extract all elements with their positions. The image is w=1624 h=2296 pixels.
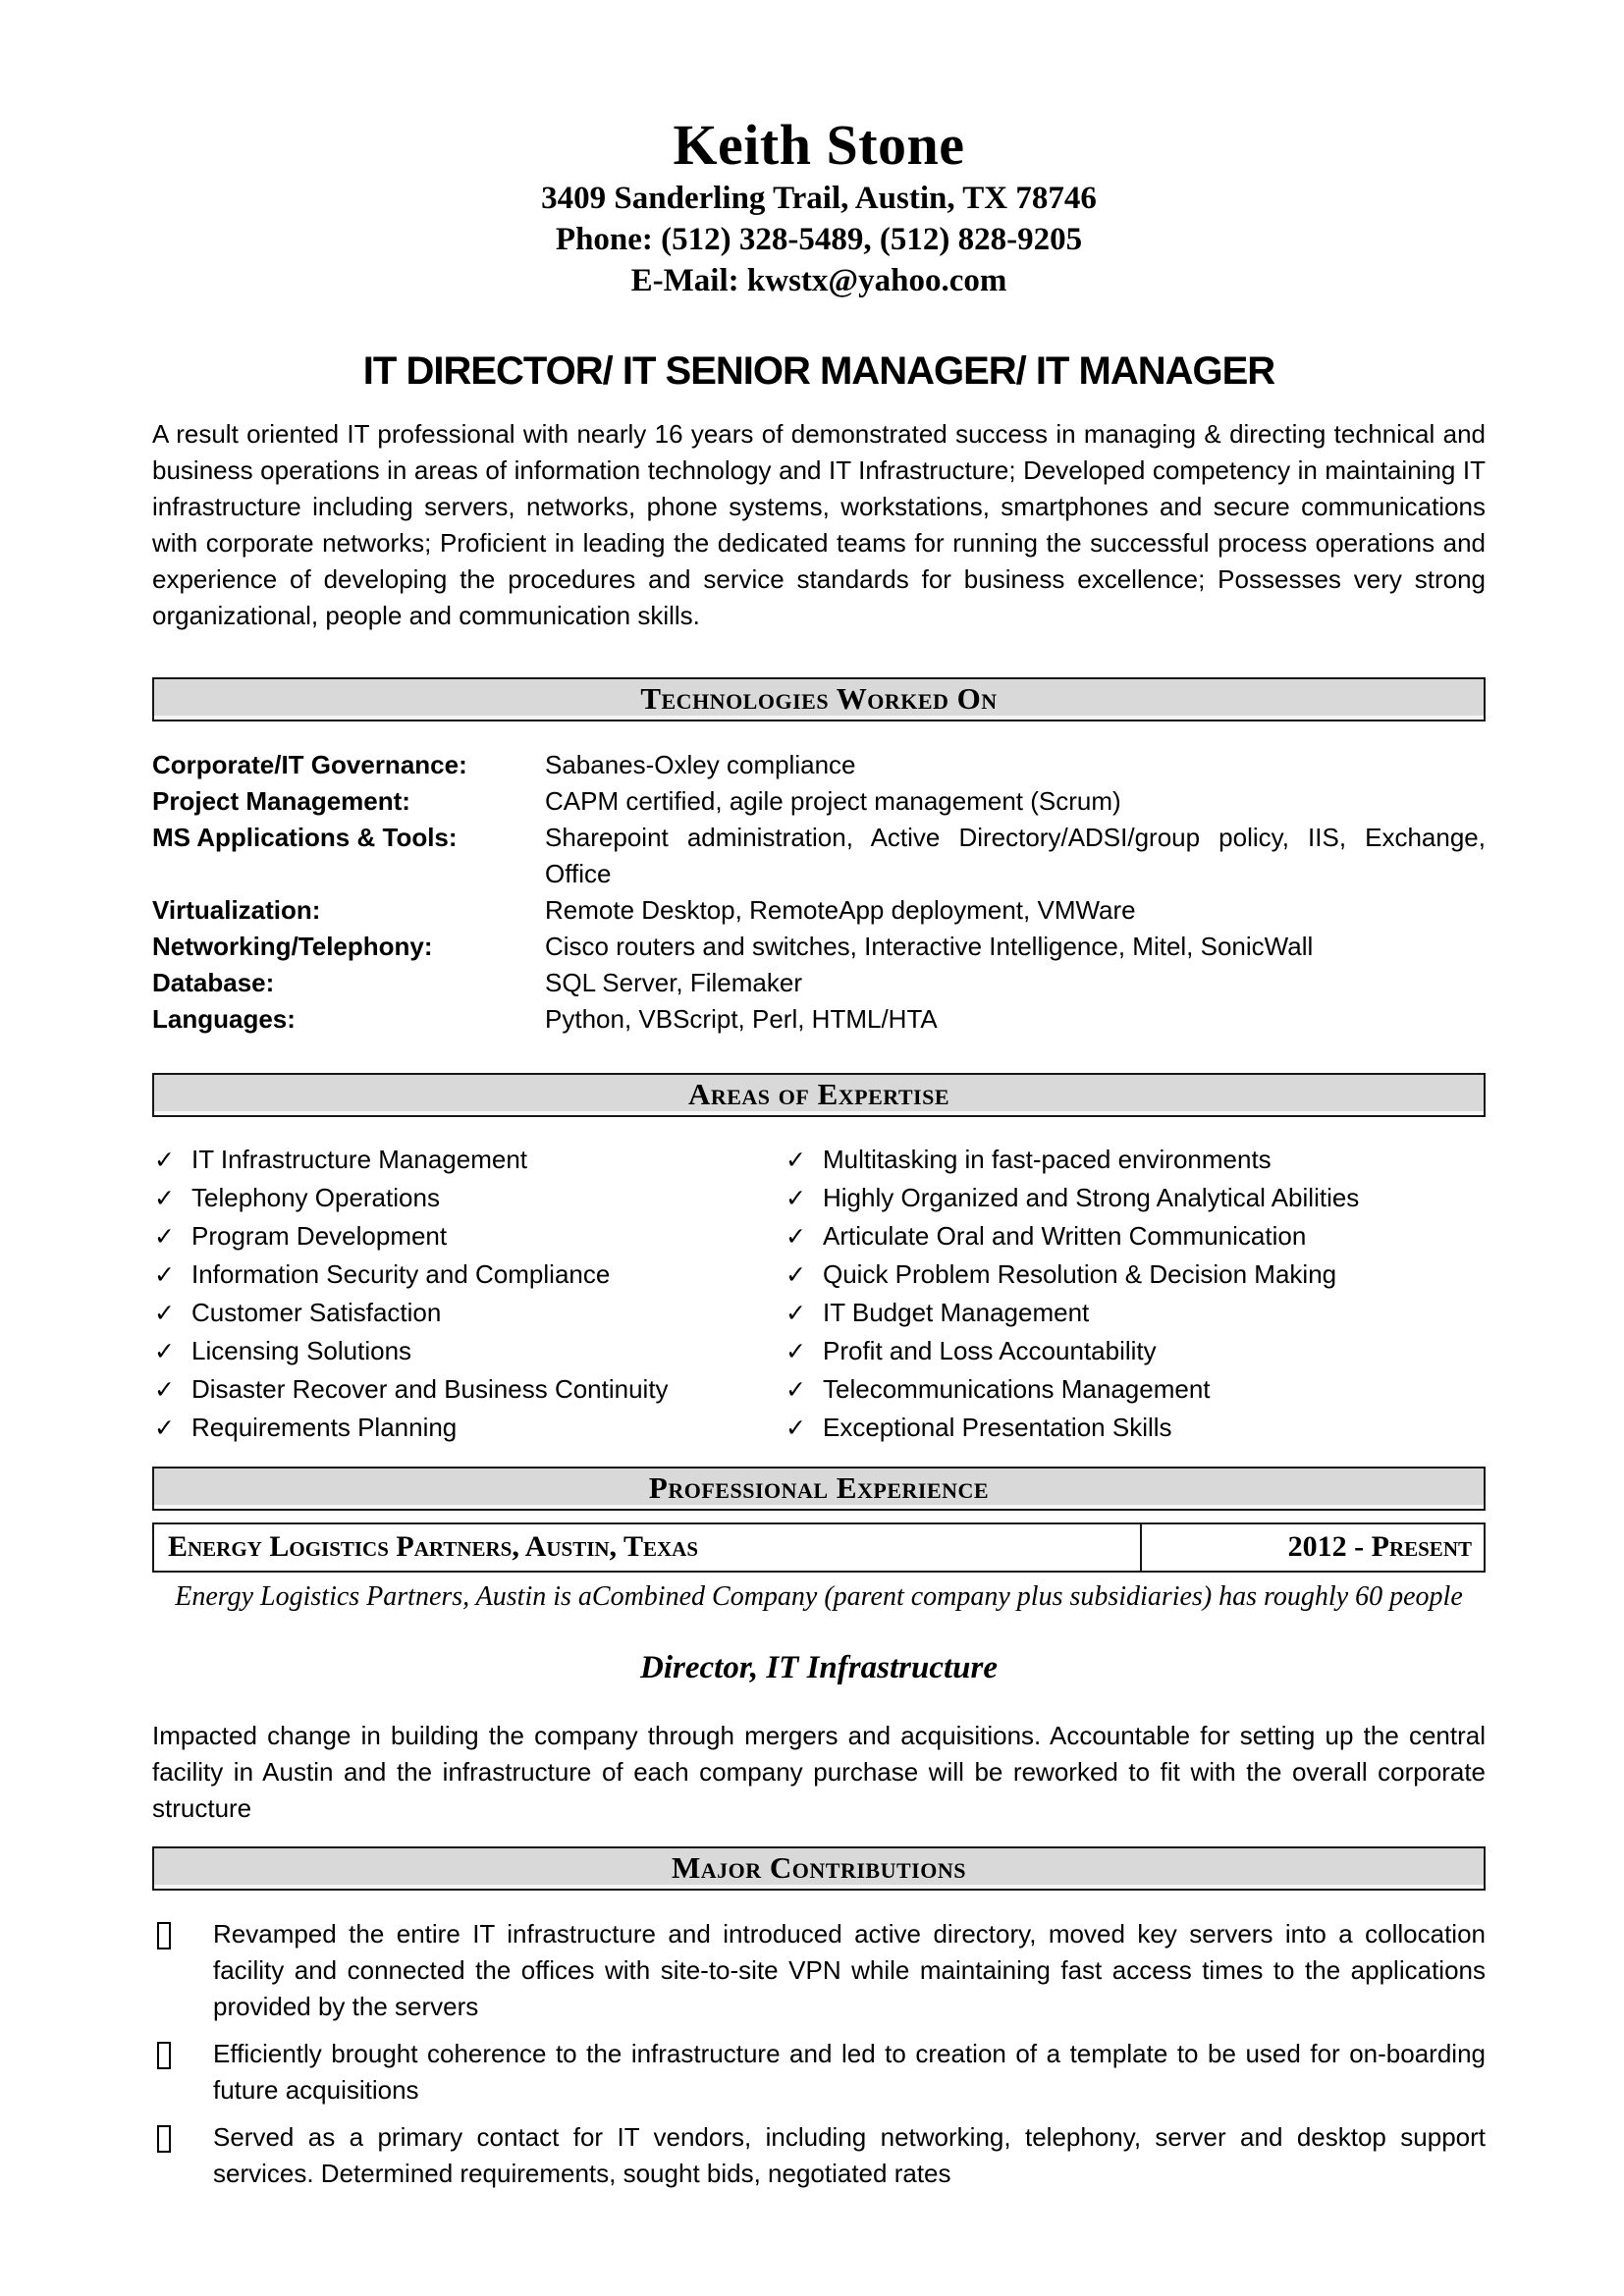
expertise-item-label: IT Infrastructure Management [191,1145,528,1174]
checkmark-icon: ✓ [154,1184,175,1212]
checkmark-icon: ✓ [785,1375,806,1404]
technology-category-label: Project Management: [152,786,410,816]
technology-category-label: Virtualization: [152,895,321,925]
company-name: Energy Logistics Partners, Austin, Texas [168,1530,699,1563]
company-note: Energy Logistics Partners, Austin is aCombined Company (parent company plus subsidiaries) has roughly 60 people [175,1581,1463,1612]
expertise-column-left [152,1141,784,1447]
checkmark-icon: ✓ [785,1299,806,1327]
checkmark-icon: ✓ [154,1337,175,1365]
expertise-item [152,1141,784,1179]
checkmark-icon: ✓ [154,1222,175,1251]
section-heading-experience: Professional Experience [152,1467,1486,1511]
technology-category-label: MS Applications & Tools: [152,823,458,852]
email-line: E-Mail: kwstx@yahoo.com [630,263,1007,298]
technology-value: Python, VBScript, Perl, HTML/HTA [545,1004,938,1034]
expertise-item [784,1370,1486,1409]
expertise-item-label: Telephony Operations [191,1183,440,1212]
contribution-text: Revamped the entire IT infrastructure and introduced active directory, moved key servers into a collocation facility and connected the offices with site-to-site VPN while maintaining fast access times to the applications provided by the servers [213,1919,1486,2021]
expertise-item-label: Disaster Recover and Business Continuity [191,1374,669,1404]
checkmark-icon: ✓ [785,1184,806,1212]
expertise-item [784,1141,1486,1179]
technology-value: Cisco routers and switches, Interactive Intelligence, Mitel, SonicWall [545,932,1314,961]
checkmark-icon: ✓ [154,1375,175,1404]
checkmark-icon: ✓ [785,1260,806,1289]
expertise-item [152,1409,784,1447]
expertise-columns [152,1141,1486,1447]
position-description: Impacted change in building the company through mergers and acquisitions. Accountable for setting up the central facility in Austin and the infrastructure of each company purchase will be reworked to fit with the overall corporate structure [152,1721,1486,1823]
section-heading-expertise: Areas of Expertise [152,1073,1486,1117]
checkmark-icon: ✓ [154,1260,175,1289]
technology-row [152,892,1486,929]
expertise-item-label: Telecommunications Management [823,1374,1211,1404]
expertise-item [152,1217,784,1255]
company-header-row [152,1522,1486,1573]
expertise-item [784,1294,1486,1332]
technology-value: Sharepoint administration, Active Directory/ADSI/group policy, IIS, Exchange, Office [545,823,1486,888]
contribution-text: Served as a primary contact for IT vendors, including networking, telephony, server and desktop support services. Determined requirements, sought bids, negotiated rates [213,2122,1486,2188]
employment-dates: 2012 - Present [1140,1524,1484,1571]
technology-value: SQL Server, Filemaker [545,968,803,997]
technology-row [152,1001,1486,1038]
expertise-item-label: Articulate Oral and Written Communication [823,1221,1307,1251]
contribution-text: Efficiently brought coherence to the infrastructure and led to creation of a template to be used for on-boarding future acquisitions [213,2039,1486,2105]
expertise-item-label: IT Budget Management [823,1298,1090,1327]
expertise-item [784,1217,1486,1255]
expertise-item-label: Exceptional Presentation Skills [823,1413,1172,1442]
expertise-item [152,1370,784,1409]
address-line: 3409 Sanderling Trail, Austin, TX 78746 [541,181,1097,216]
checkmark-icon: ✓ [154,1414,175,1442]
section-heading-contributions: Major Contributions [152,1846,1486,1891]
missing-glyph-bullet-icon [152,2119,213,2192]
expertise-item-label: Licensing Solutions [191,1336,412,1365]
technology-category-label: Database: [152,968,275,997]
expertise-item-label: Multitasking in fast-paced environments [823,1145,1272,1174]
section-heading-technologies: Technologies Worked On [152,677,1486,721]
expertise-item [152,1179,784,1217]
expertise-item-label: Requirements Planning [191,1413,458,1442]
checkmark-icon: ✓ [785,1337,806,1365]
missing-glyph-bullet-icon [152,2036,213,2109]
checkmark-icon: ✓ [785,1414,806,1442]
technology-category-label: Networking/Telephony: [152,932,433,961]
technology-row [152,783,1486,820]
person-name: Keith Stone [673,113,965,177]
technology-value: Sabanes-Oxley compliance [545,750,856,779]
expertise-item [784,1409,1486,1447]
expertise-item [784,1255,1486,1294]
resume-content [152,0,1486,2203]
technology-value: Remote Desktop, RemoteApp deployment, VMWare [545,895,1136,925]
contribution-item [152,2119,1486,2192]
contributions-list [152,1916,1486,2192]
expertise-item-label: Program Development [191,1221,448,1251]
technology-row [152,820,1486,892]
expertise-item [784,1332,1486,1370]
expertise-item [152,1294,784,1332]
checkmark-icon: ✓ [785,1146,806,1174]
technologies-table [152,747,1486,1038]
checkmark-icon: ✓ [154,1146,175,1174]
technology-category-label: Corporate/IT Governance: [152,750,467,779]
technology-category-label: Languages: [152,1004,296,1034]
resume-role-title: IT DIRECTOR/ IT SENIOR MANAGER/ IT MANAGER [362,349,1275,393]
contribution-item [152,1916,1486,2025]
technology-row [152,965,1486,1001]
resume-header [152,0,1486,300]
technology-row [152,747,1486,783]
phone-line: Phone: (512) 328-5489, (512) 828-9205 [555,222,1083,257]
expertise-item-label: Customer Satisfaction [191,1298,442,1327]
summary-paragraph: A result oriented IT professional with nearly 16 years of demonstrated success in managing & directing technical and business operations in areas of information technology and IT Infrastructure; Developed competency in maintaining IT infrastructure including servers, networks, phone systems, workstations, smartphones and secure communications with corporate networks; Proficient in leading the dedicated teams for running the successful process operations and experience of developing the procedures and service standards for business excellence; Possesses very strong organizational, people and communication skills. [152,419,1486,630]
checkmark-icon: ✓ [785,1222,806,1251]
contribution-item [152,2036,1486,2109]
checkmark-icon: ✓ [154,1299,175,1327]
expertise-item [152,1255,784,1294]
missing-glyph-bullet-icon [152,1916,213,2025]
expertise-item [784,1179,1486,1217]
expertise-item-label: Highly Organized and Strong Analytical Abilities [823,1183,1360,1212]
expertise-item [152,1332,784,1370]
expertise-item-label: Quick Problem Resolution & Decision Making [823,1259,1337,1289]
expertise-item-label: Profit and Loss Accountability [823,1336,1157,1365]
expertise-column-right [784,1141,1486,1447]
expertise-item-label: Information Security and Compliance [191,1259,611,1289]
position-title: Director, IT Infrastructure [640,1650,998,1685]
technology-row [152,929,1486,965]
technology-value: CAPM certified, agile project management (Scrum) [545,786,1121,816]
